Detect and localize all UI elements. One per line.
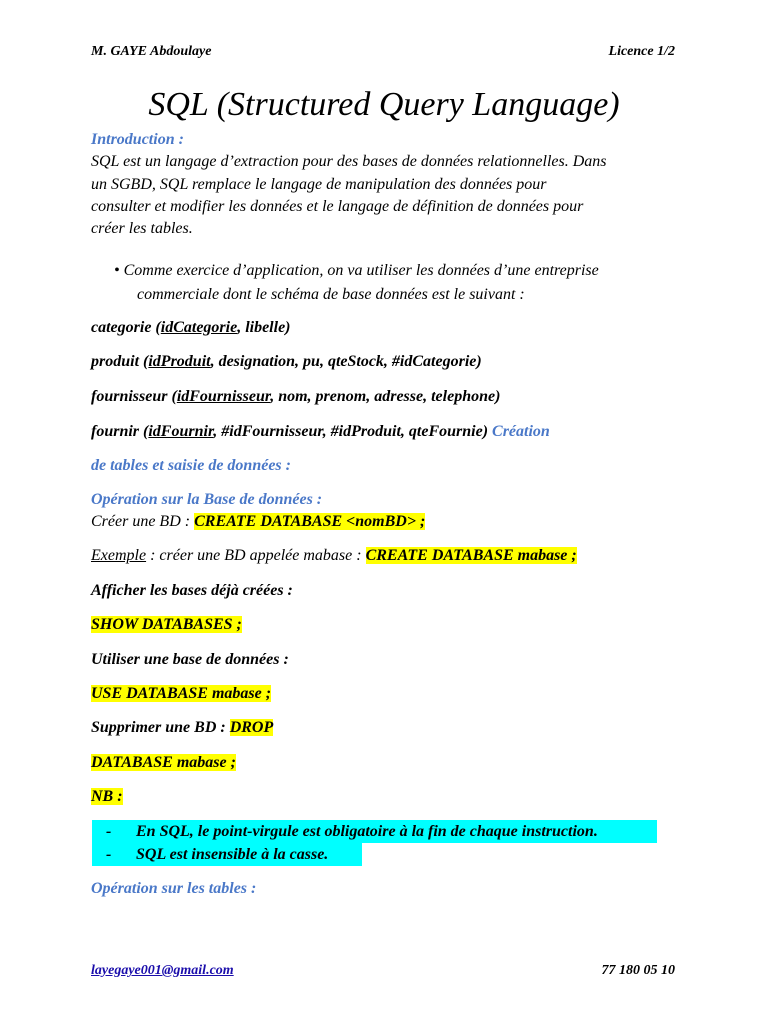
create-db-label: Créer une BD :: [91, 513, 195, 530]
header-level: Licence 1/2: [608, 44, 675, 59]
schema-categorie-rest: , libelle): [237, 319, 291, 336]
schema-fournir: [91, 421, 550, 443]
nb-item-2-dash: -: [106, 846, 112, 863]
show-code: SHOW DATABASES ;: [91, 616, 242, 633]
drop-code-line-2: [91, 752, 236, 774]
schema-produit-name: produit (: [91, 353, 149, 370]
schema-produit-key: idProduit: [148, 353, 211, 370]
bullet-line-2: commerciale dont le schéma de base données est le suivant :: [137, 286, 525, 303]
create-db-line: [91, 511, 425, 533]
use-code: USE DATABASE mabase ;: [91, 685, 272, 702]
show-label: Afficher les bases déjà créées :: [91, 582, 293, 599]
intro-line-4: créer les tables.: [91, 220, 193, 237]
schema-fournir-key: idFournir: [148, 423, 214, 440]
intro-heading: Introduction :: [91, 131, 184, 148]
intro-line-2: un SGBD, SQL remplace le langage de manipulation des données pour: [91, 176, 547, 193]
nb-item-1: [92, 820, 657, 843]
schema-fournisseur-key: idFournisseur: [176, 388, 271, 405]
intro-line-3: consulter et modifier les données et le langage de définition de données pour: [91, 198, 584, 215]
bullet-line-1: Comme exercice d’application, on va utiliser les données d’une entreprise: [123, 262, 599, 279]
schema-fournir-name: fournir (: [91, 423, 149, 440]
bullet-item: [114, 260, 599, 282]
example-line: [91, 545, 577, 567]
example-code: CREATE DATABASE mabase ;: [365, 547, 577, 564]
drop-line: [91, 717, 273, 739]
schema-fournisseur-name: fournisseur (: [91, 388, 177, 405]
operation-bd-heading: Opération sur la Base de données :: [91, 491, 323, 508]
schema-categorie-key: idCategorie: [160, 319, 238, 336]
schema-fournir-rest: , #idFournisseur, #idProduit, qteFournie): [213, 423, 489, 440]
schema-produit-rest: , designation, pu, qteStock, #idCategorie): [210, 353, 482, 370]
nb-item-2-text: SQL est insensible à la casse.: [136, 846, 329, 863]
operation-tables-heading: Opération sur les tables :: [91, 880, 257, 897]
page-title: SQL (Structured Query Language): [148, 86, 620, 123]
drop-code-2: DATABASE mabase ;: [91, 754, 236, 771]
creation-heading-start: Création: [492, 423, 550, 440]
bullet-marker: •: [114, 262, 120, 279]
nb-label: NB :: [91, 788, 123, 805]
drop-code-1: DROP: [229, 719, 274, 736]
drop-label: Supprimer une BD :: [91, 719, 230, 736]
use-code-line: [91, 683, 271, 705]
nb-item-1-text: En SQL, le point-virgule est obligatoire à la fin de chaque instruction.: [136, 823, 598, 840]
schema-categorie-name: categorie (: [91, 319, 161, 336]
example-word: Exemple: [91, 547, 147, 564]
create-db-code: CREATE DATABASE <nomBD> ;: [194, 513, 426, 530]
header-author: M. GAYE Abdoulaye: [91, 44, 212, 59]
intro-line-1: SQL est un langage d’extraction pour des bases de données relationnelles. Dans: [91, 153, 607, 170]
nb-line: [91, 786, 123, 808]
footer-email-link[interactable]: layegaye001@gmail.com: [91, 963, 234, 978]
nb-item-1-dash: -: [106, 823, 112, 840]
nb-item-2: [92, 843, 362, 866]
schema-categorie: [91, 317, 291, 339]
footer-phone: 77 180 05 10: [601, 963, 675, 978]
schema-fournisseur: [91, 386, 500, 408]
example-text: : créer une BD appelée mabase :: [146, 547, 366, 564]
use-label: Utiliser une base de données :: [91, 651, 289, 668]
show-code-line: [91, 614, 242, 636]
schema-fournisseur-rest: , nom, prenom, adresse, telephone): [270, 388, 501, 405]
creation-heading-end: de tables et saisie de données :: [91, 457, 291, 474]
schema-produit: [91, 351, 482, 373]
